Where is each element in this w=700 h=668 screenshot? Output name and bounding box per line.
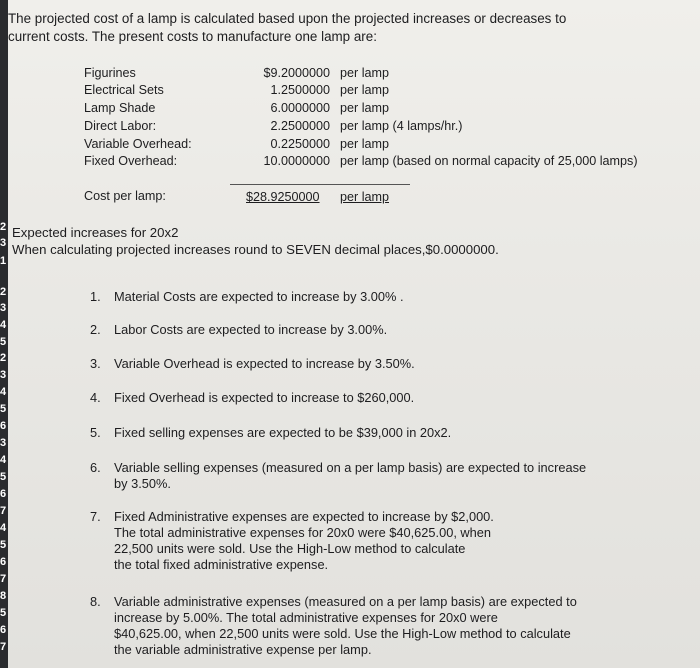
- row-number: 7: [0, 505, 7, 517]
- item-line: Labor Costs are expected to increase by 3.00%.: [114, 322, 388, 337]
- row-number: 5: [0, 471, 7, 483]
- row-number: 3: [0, 302, 7, 314]
- cost-label: Direct Labor:: [84, 119, 157, 133]
- cost-value: 1.2500000: [270, 83, 330, 97]
- item-number: 7.: [90, 509, 101, 524]
- cost-value: 10.0000000: [263, 154, 330, 168]
- row-number: 5: [0, 403, 7, 415]
- list-item: [114, 289, 404, 305]
- row-number: 6: [0, 488, 7, 500]
- list-item: [114, 322, 387, 338]
- row-number: 5: [0, 539, 7, 551]
- cost-unit: per lamp: [340, 137, 389, 151]
- row-number: 3: [0, 237, 7, 249]
- item-line: Fixed Overhead is expected to increase to $260,000.: [114, 390, 415, 405]
- cost-unit: per lamp (4 lamps/hr.): [340, 119, 463, 133]
- row-number: 7: [0, 641, 7, 653]
- expected-heading: Expected increases for 20x2: [12, 225, 179, 240]
- total-value: $28.9250000: [246, 190, 320, 204]
- cost-value: 6.0000000: [270, 101, 330, 115]
- item-line: The total administrative expenses for 20x0 were $40,625.00, when: [114, 525, 492, 540]
- item-number: 5.: [90, 425, 101, 440]
- item-line: Variable administrative expenses (measured on a per lamp basis) are expected to: [114, 594, 577, 609]
- row-number: 4: [0, 522, 7, 534]
- item-line: Variable Overhead is expected to increase by 3.50%.: [114, 356, 415, 371]
- item-line: Fixed selling expenses are expected to be $39,000 in 20x2.: [114, 425, 452, 440]
- cost-label: Variable Overhead:: [84, 137, 192, 151]
- item-line: Material Costs are expected to increase by 3.00% .: [114, 289, 404, 304]
- row-number: 2: [0, 352, 7, 364]
- list-item: [114, 460, 586, 492]
- row-number: 1: [0, 255, 7, 267]
- item-line: Fixed Administrative expenses are expected to increase by $2,000.: [114, 509, 494, 524]
- intro-paragraph: [8, 10, 648, 46]
- cost-value: 0.2250000: [270, 137, 330, 151]
- item-number: 4.: [90, 390, 101, 405]
- row-number: 6: [0, 420, 7, 432]
- row-number: 7: [0, 573, 7, 585]
- cost-label: Lamp Shade: [84, 101, 156, 115]
- intro-line: current costs. The present costs to manufacture one lamp are:: [8, 29, 377, 44]
- total-unit: per lamp: [340, 190, 389, 204]
- cost-label: Electrical Sets: [84, 83, 164, 97]
- item-line: 22,500 units were sold. Use the High-Low method to calculate: [114, 541, 466, 556]
- item-number: 6.: [90, 460, 101, 475]
- cost-unit: per lamp: [340, 101, 389, 115]
- row-number: 5: [0, 336, 7, 348]
- list-item: [114, 356, 415, 372]
- item-number: 3.: [90, 356, 101, 371]
- list-item: [114, 425, 451, 441]
- row-number: 6: [0, 624, 7, 636]
- row-number: 2: [0, 286, 7, 298]
- cost-unit: per lamp: [340, 83, 389, 97]
- row-number: 6: [0, 556, 7, 568]
- list-item: [114, 390, 414, 406]
- item-number: 8.: [90, 594, 101, 609]
- row-number: 8: [0, 590, 7, 602]
- row-number: 4: [0, 386, 7, 398]
- row-number: 3: [0, 437, 7, 449]
- list-item: [114, 594, 577, 658]
- row-number: 3: [0, 369, 7, 381]
- total-label: Cost per lamp:: [84, 189, 166, 203]
- item-number: 1.: [90, 289, 101, 304]
- item-line: $40,625.00, when 22,500 units were sold. Use the High-Low method to calculate: [114, 626, 571, 641]
- item-line: by 3.50%.: [114, 476, 171, 491]
- row-number: 5: [0, 607, 7, 619]
- cost-label: Figurines: [84, 66, 136, 80]
- row-number: 4: [0, 319, 7, 331]
- cost-unit: per lamp: [340, 66, 389, 80]
- rounding-note: When calculating projected increases round to SEVEN decimal places,$0.0000000.: [12, 242, 499, 257]
- cost-label: Fixed Overhead:: [84, 154, 178, 168]
- total-rule: [230, 184, 410, 185]
- item-line: the variable administrative expense per lamp.: [114, 642, 372, 657]
- list-item: [114, 509, 494, 573]
- item-line: Variable selling expenses (measured on a per lamp basis) are expected to increase: [114, 460, 587, 475]
- item-number: 2.: [90, 322, 101, 337]
- item-line: increase by 5.00%. The total administrative expenses for 20x0 were: [114, 610, 498, 625]
- cost-value: $9.2000000: [263, 66, 330, 80]
- row-number: 4: [0, 454, 7, 466]
- item-line: the total fixed administrative expense.: [114, 557, 329, 572]
- intro-line: The projected cost of a lamp is calculated based upon the projected increases or decreases to: [8, 11, 567, 26]
- row-number: 2: [0, 221, 7, 233]
- cost-unit: per lamp (based on normal capacity of 25,000 lamps): [340, 154, 638, 168]
- cost-value: 2.2500000: [270, 119, 330, 133]
